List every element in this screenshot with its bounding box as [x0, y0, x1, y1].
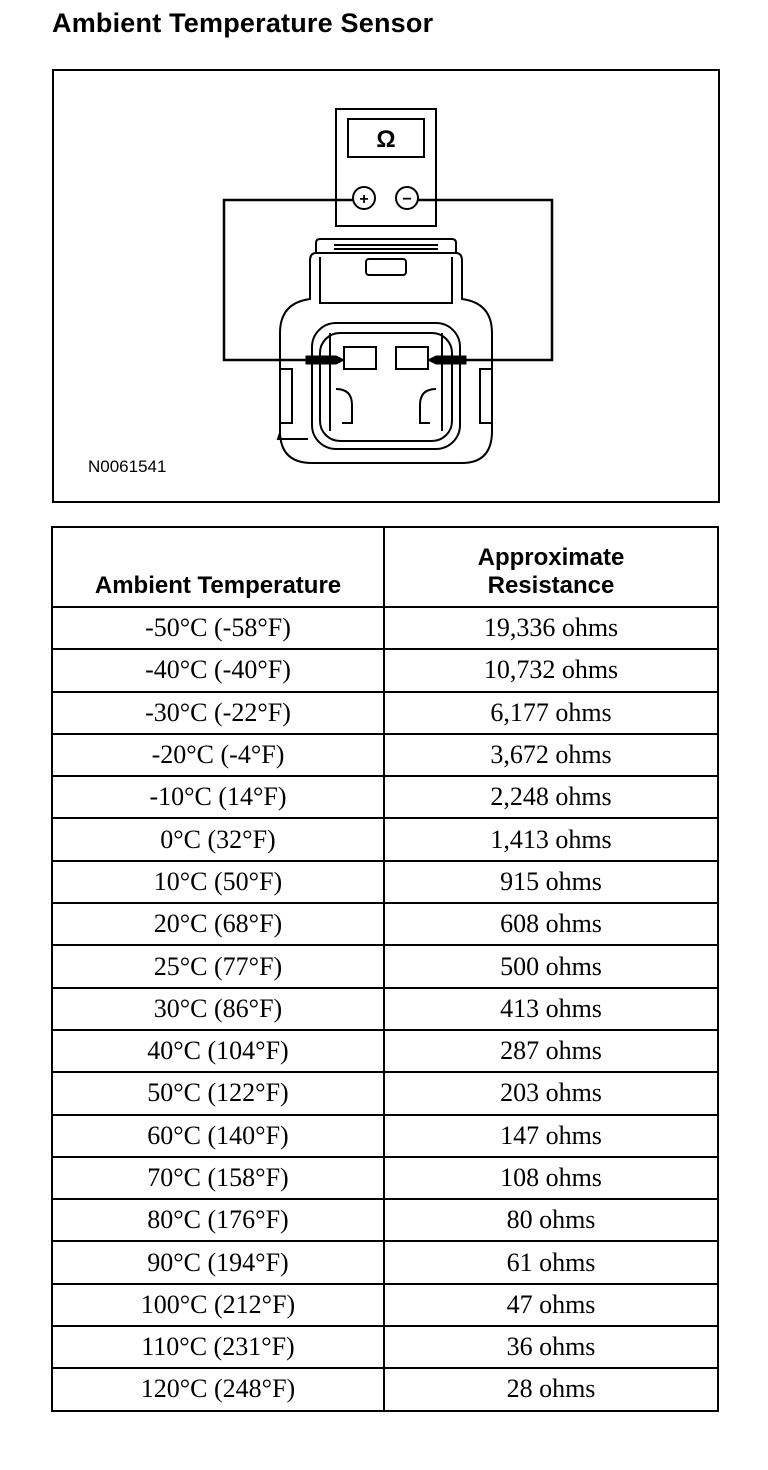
probe-tips: [306, 356, 466, 364]
table-row: [52, 692, 718, 734]
table-row: [52, 649, 718, 691]
resistance-cell: 6,177 ohms: [384, 692, 718, 734]
header-temperature-label: Ambient Temperature: [94, 572, 342, 599]
resistance-cell: 608 ohms: [384, 903, 718, 945]
connector-diagram: [52, 69, 720, 503]
sensor-connector-icon: [278, 239, 492, 463]
meter-symbol: Ω: [376, 126, 396, 153]
table-row: [52, 1072, 718, 1114]
resistance-cell: 10,732 ohms: [384, 649, 718, 691]
table-row: [52, 988, 718, 1030]
table-row: [52, 1157, 718, 1199]
temperature-cell: -20°C (-4°F): [52, 734, 384, 776]
header-ambient-temperature: [52, 527, 384, 607]
resistance-cell: 19,336 ohms: [384, 607, 718, 649]
resistance-table: [51, 526, 719, 1412]
table-row: [52, 1284, 718, 1326]
figure-id: N0061541: [88, 457, 167, 476]
temperature-cell: 10°C (50°F): [52, 861, 384, 903]
table-row: [52, 1241, 718, 1283]
temperature-cell: -50°C (-58°F): [52, 607, 384, 649]
resistance-cell: 61 ohms: [384, 1241, 718, 1283]
temperature-cell: 100°C (212°F): [52, 1284, 384, 1326]
temperature-cell: 120°C (248°F): [52, 1368, 384, 1410]
temperature-cell: 25°C (77°F): [52, 945, 384, 987]
resistance-cell: 147 ohms: [384, 1115, 718, 1157]
header-approximate-resistance: [384, 527, 718, 607]
table-row: [52, 1326, 718, 1368]
table-row: [52, 1030, 718, 1072]
table-header-row: [52, 527, 718, 607]
resistance-cell: 203 ohms: [384, 1072, 718, 1114]
table-row: [52, 1199, 718, 1241]
temperature-cell: 90°C (194°F): [52, 1241, 384, 1283]
temperature-cell: -10°C (14°F): [52, 776, 384, 818]
negative-terminal-label: −: [402, 191, 412, 208]
temperature-cell: 50°C (122°F): [52, 1072, 384, 1114]
temperature-cell: 20°C (68°F): [52, 903, 384, 945]
table-row: [52, 776, 718, 818]
temperature-cell: 0°C (32°F): [52, 818, 384, 860]
diagram-svg: [54, 71, 718, 501]
resistance-cell: 47 ohms: [384, 1284, 718, 1326]
table-row: [52, 1368, 718, 1410]
table-row: [52, 818, 718, 860]
temperature-cell: 70°C (158°F): [52, 1157, 384, 1199]
temperature-cell: 60°C (140°F): [52, 1115, 384, 1157]
resistance-cell: 500 ohms: [384, 945, 718, 987]
temperature-cell: 80°C (176°F): [52, 1199, 384, 1241]
temperature-cell: 40°C (104°F): [52, 1030, 384, 1072]
table-row: [52, 607, 718, 649]
resistance-cell: 1,413 ohms: [384, 818, 718, 860]
header-resistance-line2: Resistance: [487, 572, 615, 599]
resistance-cell: 28 ohms: [384, 1368, 718, 1410]
resistance-cell: 915 ohms: [384, 861, 718, 903]
table-row: [52, 734, 718, 776]
header-resistance-line1: Approximate: [477, 544, 625, 571]
positive-terminal-label: +: [359, 191, 369, 208]
resistance-cell: 2,248 ohms: [384, 776, 718, 818]
resistance-cell: 80 ohms: [384, 1199, 718, 1241]
page-title: Ambient Temperature Sensor: [52, 8, 434, 38]
table-row: [52, 861, 718, 903]
resistance-cell: 108 ohms: [384, 1157, 718, 1199]
table-row: [52, 903, 718, 945]
resistance-cell: 36 ohms: [384, 1326, 718, 1368]
resistance-cell: 287 ohms: [384, 1030, 718, 1072]
temperature-cell: -40°C (-40°F): [52, 649, 384, 691]
resistance-cell: 413 ohms: [384, 988, 718, 1030]
table-row: [52, 1115, 718, 1157]
temperature-cell: 110°C (231°F): [52, 1326, 384, 1368]
table-row: [52, 945, 718, 987]
resistance-cell: 3,672 ohms: [384, 734, 718, 776]
temperature-cell: -30°C (-22°F): [52, 692, 384, 734]
temperature-cell: 30°C (86°F): [52, 988, 384, 1030]
